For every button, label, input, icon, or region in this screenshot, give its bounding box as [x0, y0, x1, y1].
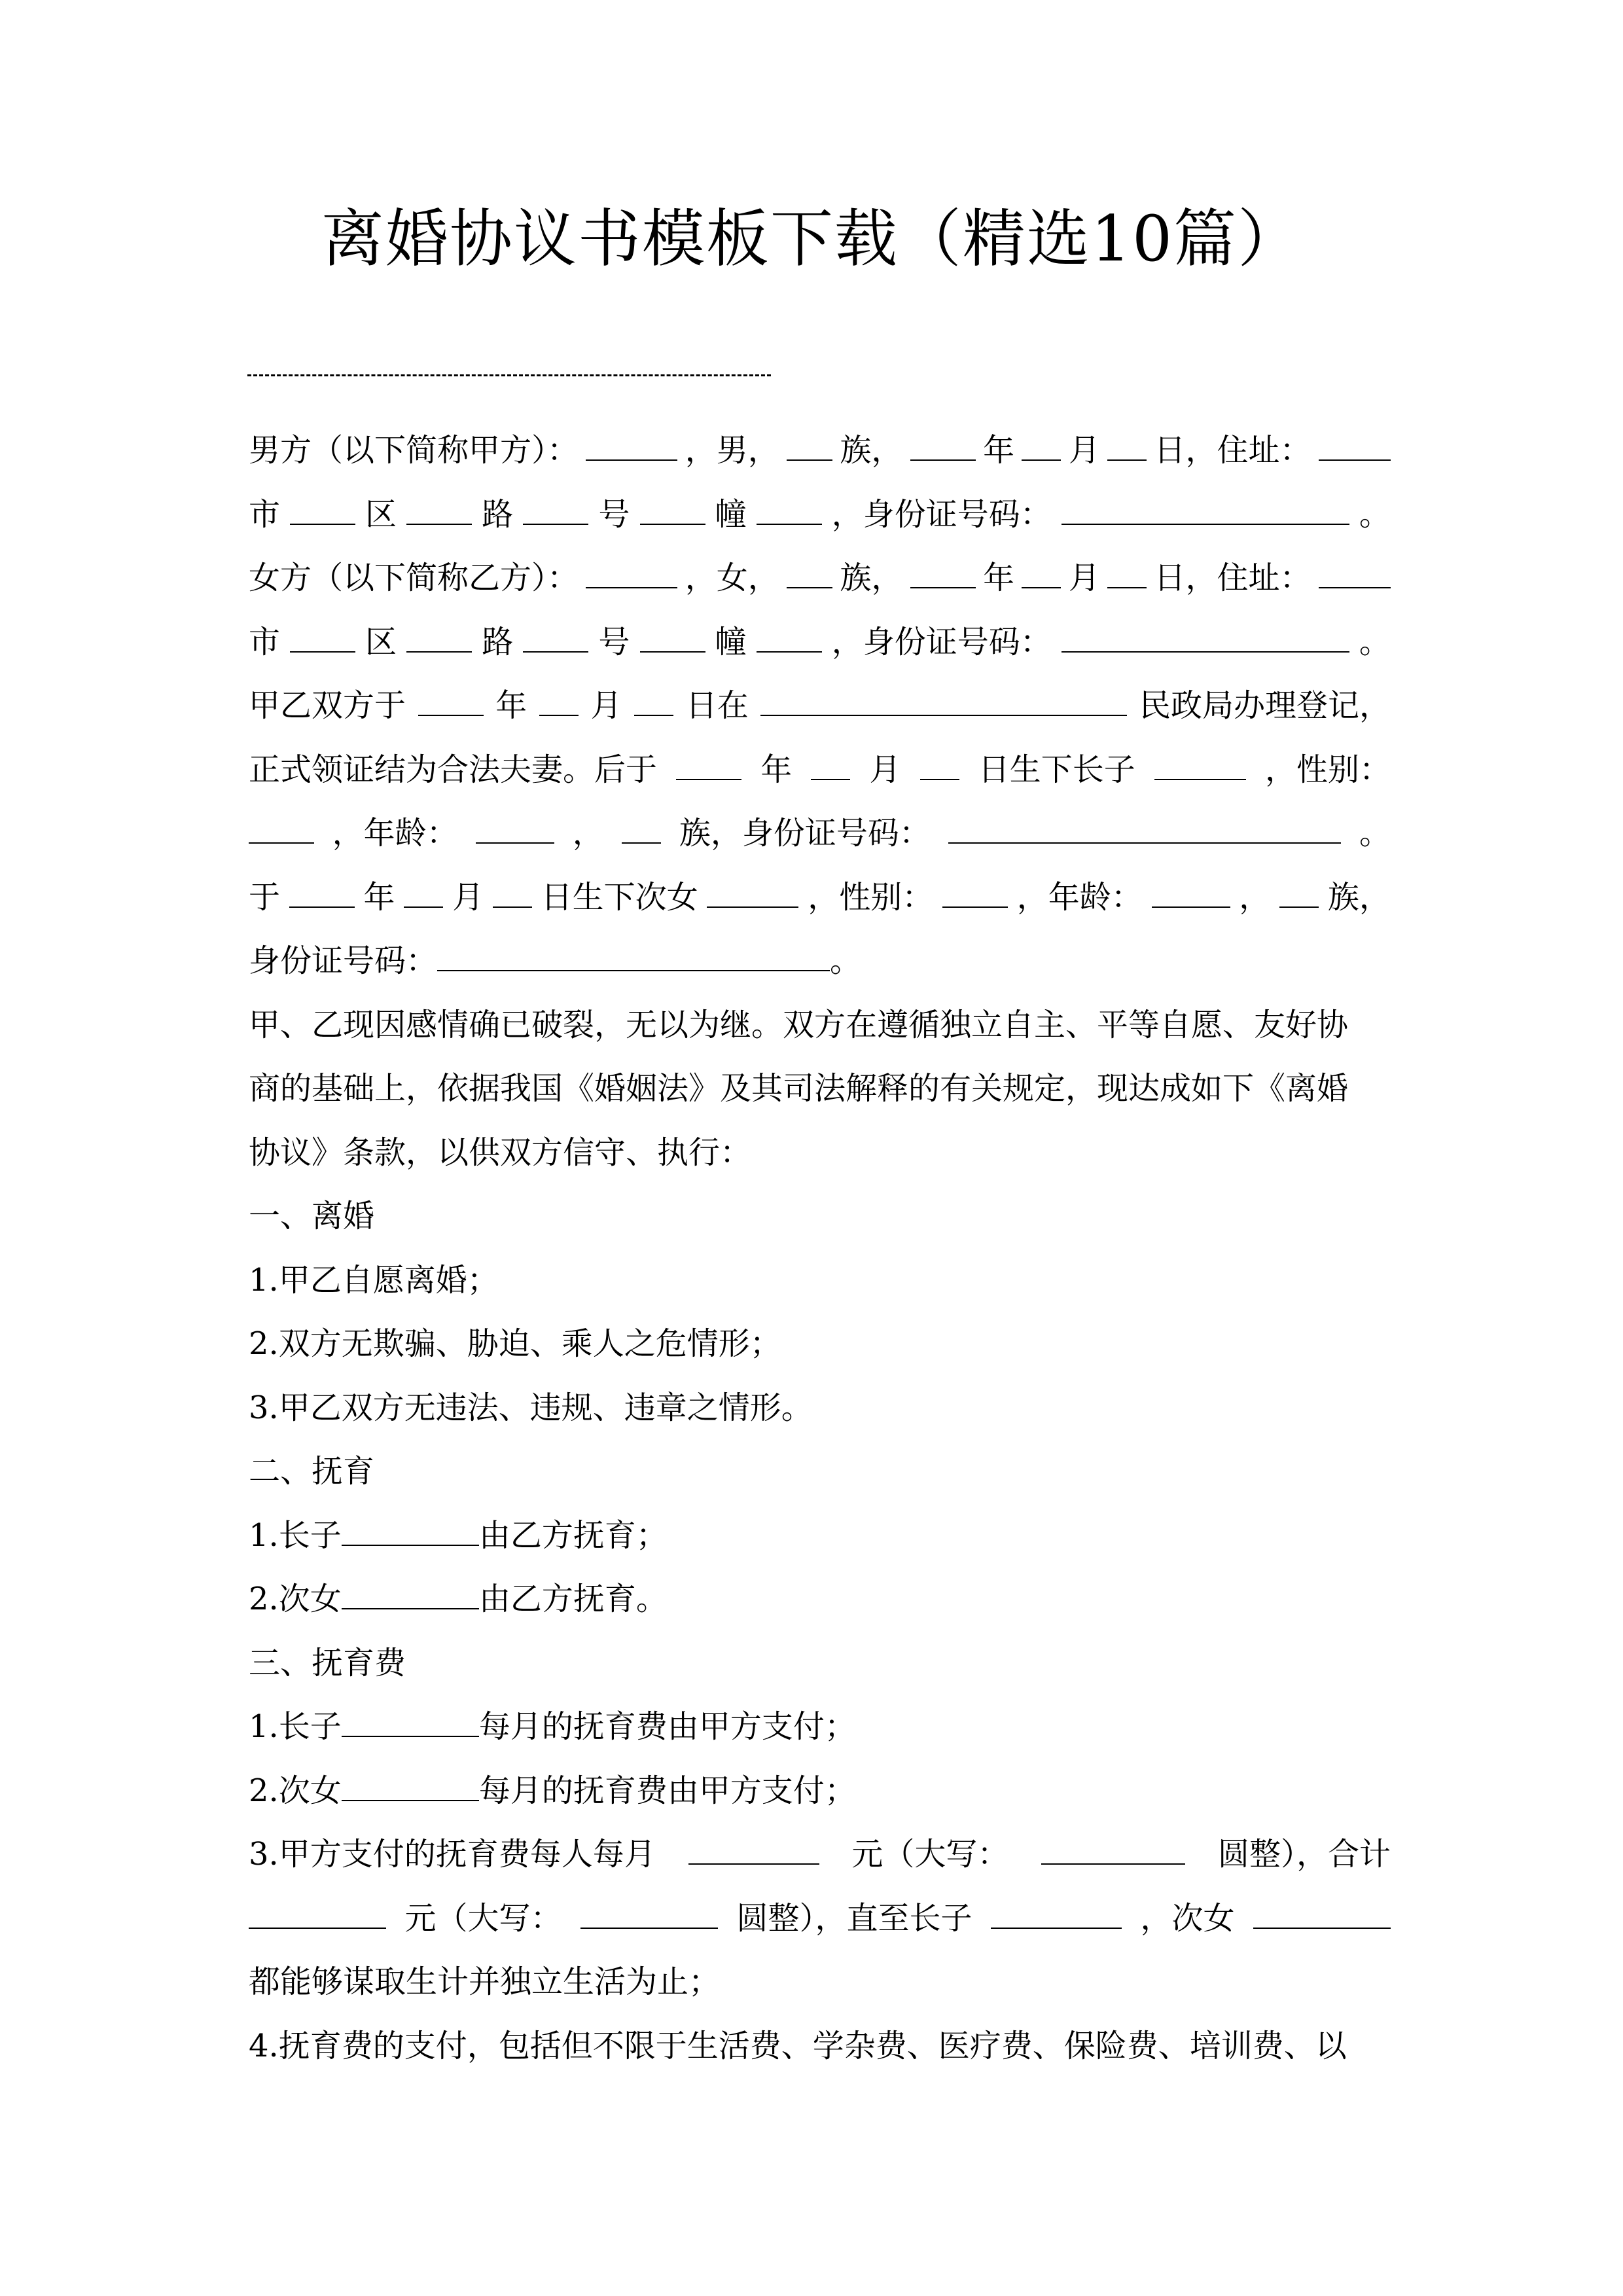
document-line	[249, 1312, 1391, 1376]
line-text: 一、离婚	[249, 1198, 375, 1234]
line-text: 男方（以下简称甲方）：	[249, 432, 579, 469]
document-line	[249, 802, 1391, 866]
line-text: 年	[760, 751, 793, 788]
line-text: 元（大写：	[851, 1836, 1009, 1873]
fill-in-blank[interactable]	[676, 750, 741, 780]
document-line	[249, 1950, 1391, 2015]
line-text: 日生下长子	[978, 751, 1135, 788]
fill-in-blank[interactable]	[757, 622, 822, 653]
line-text: 二、抚育	[249, 1453, 375, 1490]
fill-in-blank[interactable]	[622, 814, 661, 844]
fill-in-blank[interactable]	[910, 431, 976, 461]
fill-in-blank[interactable]	[948, 814, 1341, 844]
line-text: 幢	[715, 623, 747, 660]
line-text: 4.抚育费的支付，包括但不限于生活费、学杂费、医疗费、保险费、培训费、以	[249, 2027, 1347, 2064]
fill-in-blank[interactable]	[418, 686, 484, 716]
document-line	[249, 929, 1391, 994]
line-text: ，	[572, 815, 604, 852]
line-text: 。	[1359, 623, 1391, 660]
fill-in-blank[interactable]	[1061, 495, 1349, 525]
fill-in-blank[interactable]	[406, 495, 472, 525]
fill-in-blank[interactable]	[580, 1899, 718, 1929]
fill-in-blank[interactable]	[249, 1899, 386, 1929]
document-title: 离婚协议书模板下载（精选10篇）	[321, 202, 1302, 276]
line-text: 协议》条款，以供双方信守、执行：	[249, 1134, 752, 1171]
line-text: 1.长子	[249, 1516, 342, 1554]
fill-in-blank[interactable]	[942, 878, 1008, 908]
line-text: 民政局办理登记，	[1139, 687, 1391, 724]
fill-in-blank[interactable]	[342, 1707, 479, 1737]
document-line	[249, 547, 1391, 611]
fill-in-blank[interactable]	[640, 495, 705, 525]
line-text: ，年龄：	[332, 815, 458, 852]
line-text: 元（大写：	[404, 1899, 562, 1937]
fill-in-blank[interactable]	[787, 558, 832, 588]
line-text: 族，	[840, 432, 903, 469]
line-text: 族，	[840, 560, 903, 596]
line-text: 由乙方抚育；	[478, 1516, 668, 1554]
fill-in-blank[interactable]	[290, 495, 355, 525]
fill-in-blank[interactable]	[760, 686, 1127, 716]
line-text: 年	[363, 878, 395, 916]
fill-in-blank[interactable]	[493, 878, 532, 908]
line-text: 2.次女	[249, 1581, 342, 1617]
fill-in-blank[interactable]	[920, 750, 959, 780]
fill-in-blank[interactable]	[342, 1771, 479, 1801]
line-text: 日，住址：	[1154, 432, 1311, 469]
line-text: 号	[598, 495, 630, 533]
fill-in-blank[interactable]	[586, 431, 677, 461]
fill-in-blank[interactable]	[757, 495, 822, 525]
fill-in-blank[interactable]	[523, 495, 588, 525]
fill-in-blank[interactable]	[1022, 431, 1061, 461]
fill-in-blank[interactable]	[1319, 558, 1391, 588]
fill-in-blank[interactable]	[586, 558, 677, 588]
line-text: 族，	[1327, 878, 1391, 916]
line-text: 。	[1359, 495, 1391, 533]
document-line	[249, 1887, 1391, 1951]
line-text: 市	[249, 495, 281, 533]
line-text: 身份证号码：	[249, 942, 438, 979]
separator-rule	[247, 374, 771, 376]
line-text: 正式领证结为合法夫妻。后于	[249, 751, 658, 788]
line-text: 年	[983, 560, 1015, 596]
fill-in-blank[interactable]	[811, 750, 850, 780]
fill-in-blank[interactable]	[437, 941, 830, 971]
fill-in-blank[interactable]	[910, 558, 976, 588]
document-line	[249, 1504, 1391, 1568]
document-line	[249, 611, 1391, 675]
line-text: 年	[495, 687, 527, 724]
document-line	[249, 1376, 1391, 1441]
fill-in-blank[interactable]	[1253, 1899, 1391, 1929]
fill-in-blank[interactable]	[523, 622, 588, 653]
line-text: 每月的抚育费由甲方支付；	[478, 1708, 856, 1745]
fill-in-blank[interactable]	[1152, 878, 1230, 908]
line-text: 甲乙双方于	[249, 687, 406, 724]
fill-in-blank[interactable]	[1022, 558, 1061, 588]
fill-in-blank[interactable]	[1041, 1835, 1185, 1865]
fill-in-blank[interactable]	[688, 1835, 819, 1865]
fill-in-blank[interactable]	[289, 878, 355, 908]
line-text: 3.甲乙双方无违法、违规、违章之情形。	[249, 1389, 813, 1426]
line-text: 。	[830, 942, 862, 979]
document-line	[249, 1823, 1391, 1887]
document-line	[249, 1632, 1391, 1696]
fill-in-blank[interactable]	[249, 814, 314, 844]
line-text: 都能够谋取生计并独立生活为止；	[249, 1964, 721, 2000]
line-text: 区	[365, 495, 397, 533]
line-text: 日生下次女	[541, 878, 698, 916]
line-text: 号	[598, 623, 630, 660]
line-text: ，	[1239, 878, 1271, 916]
fill-in-blank[interactable]	[1154, 750, 1246, 780]
line-text: 族，身份证号码：	[679, 815, 931, 852]
line-text: ，身份证号码：	[831, 495, 1052, 533]
line-text: ，性别：	[808, 878, 934, 916]
line-text: 由乙方抚育。	[478, 1581, 668, 1617]
line-text: ，性别：	[1264, 751, 1391, 788]
fill-in-blank[interactable]	[290, 622, 355, 653]
line-text: 三、抚育费	[249, 1644, 406, 1681]
document-line	[249, 419, 1391, 483]
line-text: ，次女	[1140, 1899, 1235, 1937]
line-text: 女方（以下简称乙方）：	[249, 560, 579, 596]
document-line	[249, 866, 1391, 930]
fill-in-blank[interactable]	[1279, 878, 1319, 908]
fill-in-blank[interactable]	[476, 814, 554, 844]
document-line	[249, 2015, 1391, 2079]
document-line	[249, 1695, 1391, 1759]
line-text: 年	[983, 432, 1015, 469]
document-line	[249, 1440, 1391, 1504]
line-text: 1.甲乙自愿离婚；	[249, 1261, 499, 1299]
document-line	[249, 1568, 1391, 1632]
line-text: 月	[452, 878, 484, 916]
line-text: 市	[249, 623, 281, 660]
line-text: 商的基础上，依据我国《婚姻法》及其司法解释的有关规定，现达成如下《离婚	[249, 1070, 1349, 1107]
document-line	[249, 1185, 1391, 1249]
document-line	[249, 738, 1391, 802]
line-text: 月	[1068, 432, 1100, 469]
line-text: 2.双方无欺骗、胁迫、乘人之危情形；	[249, 1325, 781, 1362]
fill-in-blank[interactable]	[991, 1899, 1122, 1929]
line-text: 月	[590, 687, 622, 724]
document-line	[249, 1057, 1391, 1121]
line-text: 幢	[715, 495, 747, 533]
line-text: 日在	[685, 687, 749, 724]
fill-in-blank[interactable]	[1107, 431, 1147, 461]
fill-in-blank[interactable]	[787, 431, 832, 461]
line-text: 路	[482, 623, 514, 660]
document-line	[249, 994, 1391, 1058]
line-text: ，男，	[685, 432, 779, 469]
line-text: 日，住址：	[1154, 560, 1311, 596]
document-line	[249, 1759, 1391, 1823]
line-text: 区	[365, 623, 397, 660]
line-text: 3.甲方支付的抚育费每人每月	[249, 1836, 656, 1873]
fill-in-blank[interactable]	[707, 878, 798, 908]
fill-in-blank[interactable]	[640, 622, 705, 653]
fill-in-blank[interactable]	[1319, 431, 1391, 461]
line-text: 圆整），直至长子	[736, 1899, 972, 1937]
line-text: 。	[1359, 815, 1391, 852]
line-text: ，年龄：	[1016, 878, 1143, 916]
line-text: 甲、乙现因感情确已破裂，无以为继。双方在遵循独立自主、平等自愿、友好协	[249, 1006, 1349, 1043]
fill-in-blank[interactable]	[342, 1579, 479, 1609]
line-text: 于	[249, 878, 281, 916]
document-line	[249, 674, 1391, 738]
document-line	[249, 483, 1391, 547]
fill-in-blank[interactable]	[1061, 622, 1349, 653]
document-body	[249, 419, 1391, 2078]
line-text: 1.长子	[249, 1708, 342, 1745]
document-line	[249, 1121, 1391, 1185]
fill-in-blank[interactable]	[1107, 558, 1147, 588]
line-text: ，身份证号码：	[831, 623, 1052, 660]
fill-in-blank[interactable]	[342, 1516, 479, 1546]
line-text: 路	[482, 495, 514, 533]
document-line	[249, 1249, 1391, 1313]
line-text: 圆整），合计	[1217, 1836, 1391, 1873]
line-text: 月	[869, 751, 901, 788]
line-text: 每月的抚育费由甲方支付；	[478, 1772, 856, 1809]
fill-in-blank[interactable]	[634, 686, 673, 716]
line-text: 2.次女	[249, 1772, 342, 1809]
fill-in-blank[interactable]	[539, 686, 579, 716]
line-text: 月	[1068, 560, 1100, 596]
fill-in-blank[interactable]	[406, 622, 472, 653]
fill-in-blank[interactable]	[404, 878, 443, 908]
line-text: ，女，	[685, 560, 779, 596]
